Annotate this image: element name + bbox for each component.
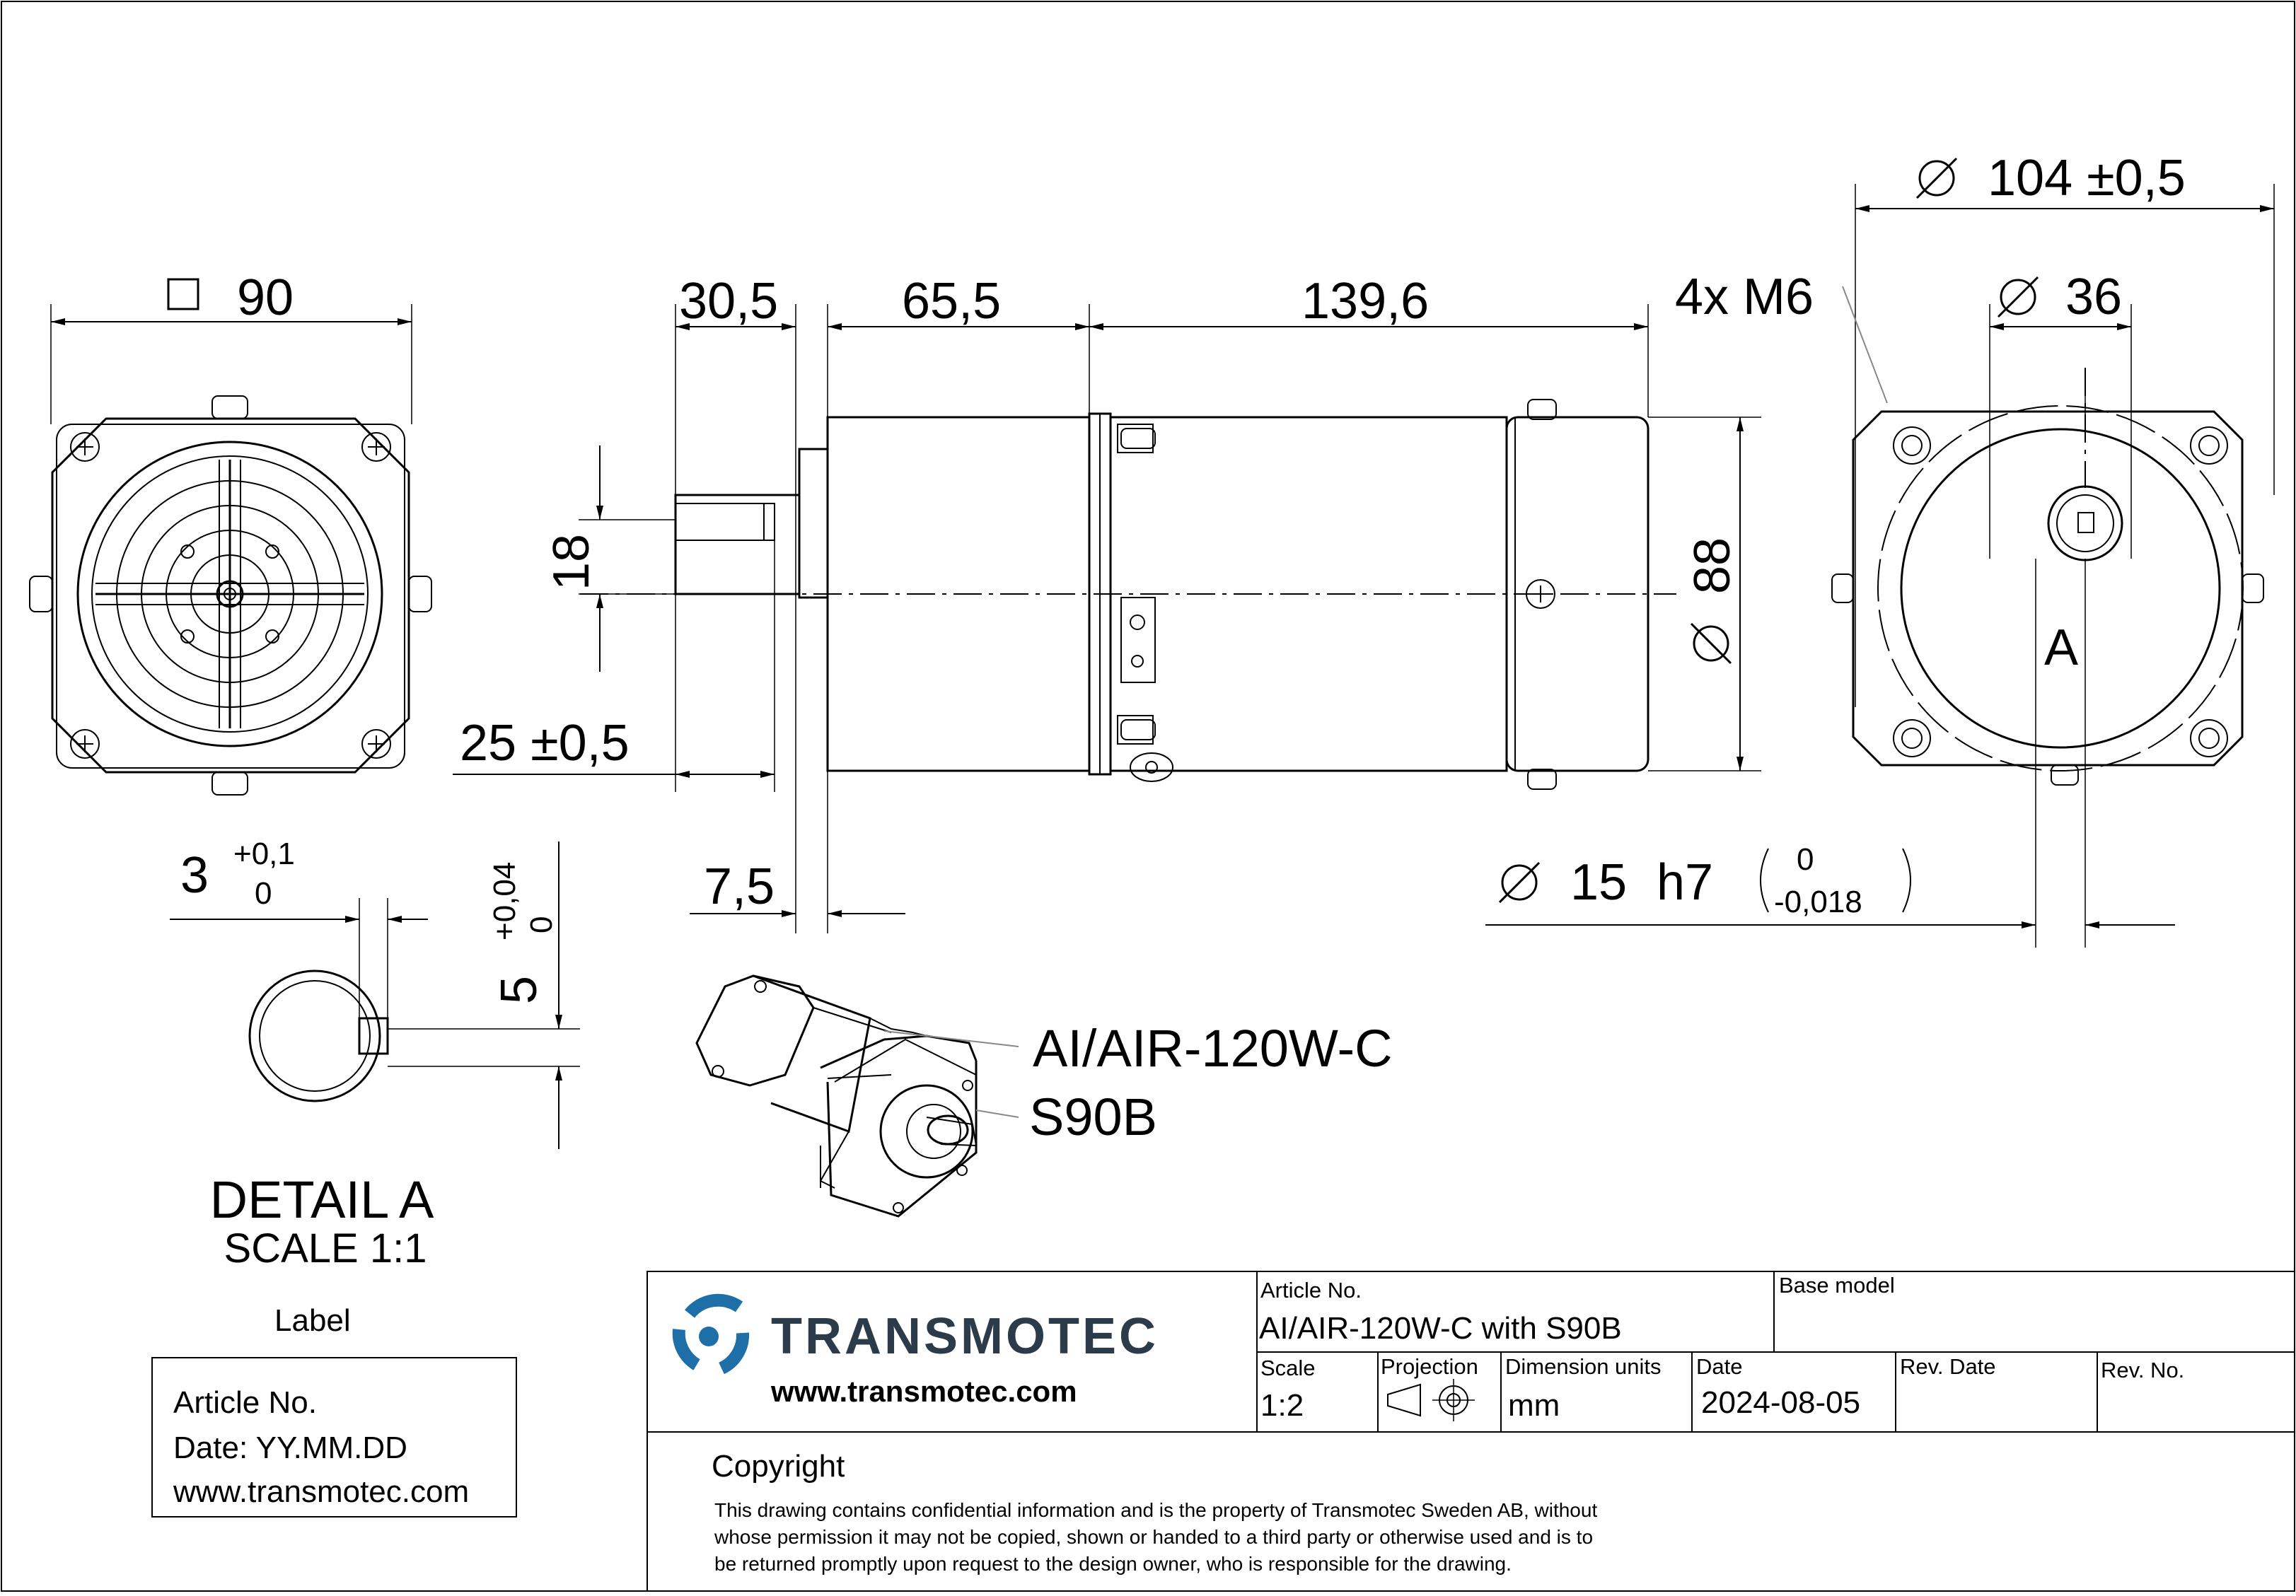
detail-scale: SCALE 1:1 bbox=[224, 1225, 427, 1271]
detail-a bbox=[170, 837, 580, 1271]
article-no-value: AI/AIR-120W-C with S90B bbox=[1259, 1311, 1622, 1346]
label-line-1: Article No. bbox=[173, 1385, 317, 1420]
dim-diameter-36: 36 bbox=[2065, 269, 2123, 325]
first-angle-projection-icon bbox=[1388, 1379, 1475, 1421]
key-depth-tol-lower: 0 bbox=[524, 916, 559, 933]
thread-callout: 4x M6 bbox=[1675, 269, 1814, 325]
square-symbol-icon bbox=[168, 279, 198, 309]
scale-value: 1:2 bbox=[1260, 1388, 1304, 1423]
label-line-3: www.transmotec.com bbox=[173, 1474, 470, 1509]
base-model-label: Base model bbox=[1779, 1273, 1895, 1298]
transmotec-logo-icon bbox=[679, 1300, 743, 1368]
view-label-a: A bbox=[2044, 619, 2079, 676]
key-width-tol-upper: +0,1 bbox=[233, 837, 295, 871]
dim-diameter-104: 104 ±0,5 bbox=[1988, 150, 2186, 206]
article-no-label: Article No. bbox=[1260, 1278, 1362, 1303]
dim-key-depth: 5 bbox=[491, 975, 547, 1004]
dim-square-90: 90 bbox=[237, 269, 294, 326]
copyright-heading: Copyright bbox=[712, 1449, 845, 1484]
dim-25: 25 ±0,5 bbox=[460, 715, 630, 771]
title-block bbox=[647, 1271, 2295, 1591]
units-label: Dimension units bbox=[1505, 1354, 1662, 1379]
detail-title: DETAIL A bbox=[209, 1170, 434, 1229]
shaft-key bbox=[676, 503, 775, 540]
dim-shaft-diameter: 15 bbox=[1570, 854, 1628, 911]
shaft-tol-upper: 0 bbox=[1797, 842, 1814, 877]
pilot-circle bbox=[1901, 429, 2220, 747]
company-name: TRANSMOTEC bbox=[771, 1308, 1159, 1365]
rev-no-label: Rev. No. bbox=[2101, 1358, 2185, 1382]
right-end-view bbox=[1485, 150, 2274, 948]
key-depth-tol-upper: +0,04 bbox=[487, 861, 522, 940]
side-view bbox=[453, 273, 1761, 933]
copyright-line-1: This drawing contains confidential information and is the property of Transmotec Sweden AB, without bbox=[714, 1499, 1598, 1521]
copyright-line-2: whose permission it may not be copied, shown or handed to a third party or otherwise used and is to bbox=[714, 1526, 1594, 1548]
dim-139-6: 139,6 bbox=[1301, 273, 1430, 330]
dim-65-5: 65,5 bbox=[902, 273, 1002, 330]
dim-30-5: 30,5 bbox=[679, 273, 779, 330]
label-box bbox=[152, 1303, 516, 1517]
company-website: www.transmotec.com bbox=[771, 1375, 1077, 1408]
dim-18: 18 bbox=[543, 533, 600, 591]
copyright-line-3: be returned promptly upon request to the design owner, who is responsible for the drawing. bbox=[714, 1553, 1512, 1575]
units-value: mm bbox=[1508, 1388, 1560, 1423]
shaft-circle bbox=[2048, 487, 2122, 560]
date-value: 2024-08-05 bbox=[1701, 1385, 1861, 1420]
shaft-tol-lower: -0,018 bbox=[1774, 885, 1862, 919]
detail-keyway bbox=[359, 1018, 388, 1054]
label-heading: Label bbox=[274, 1303, 351, 1338]
output-shaft bbox=[676, 495, 799, 594]
dim-key-width: 3 bbox=[180, 847, 209, 904]
dim-7-5: 7,5 bbox=[704, 858, 775, 915]
dim-diameter-88: 88 bbox=[1684, 537, 1741, 595]
rev-date-label: Rev. Date bbox=[1900, 1354, 1996, 1379]
flange bbox=[1853, 412, 2242, 765]
scale-label: Scale bbox=[1260, 1356, 1316, 1380]
key-width-tol-lower: 0 bbox=[255, 876, 272, 911]
iso-label-motor: AI/AIR-120W-C bbox=[1033, 1019, 1393, 1078]
date-label: Date bbox=[1696, 1354, 1743, 1379]
iso-label-gearbox: S90B bbox=[1029, 1088, 1158, 1146]
left-end-view bbox=[30, 269, 431, 795]
dim-shaft-fit: h7 bbox=[1657, 854, 1714, 911]
iso-gearbox bbox=[828, 1061, 976, 1216]
label-line-2: Date: YY.MM.DD bbox=[173, 1431, 407, 1465]
isometric-view bbox=[697, 976, 1393, 1216]
projection-label: Projection bbox=[1381, 1354, 1478, 1379]
